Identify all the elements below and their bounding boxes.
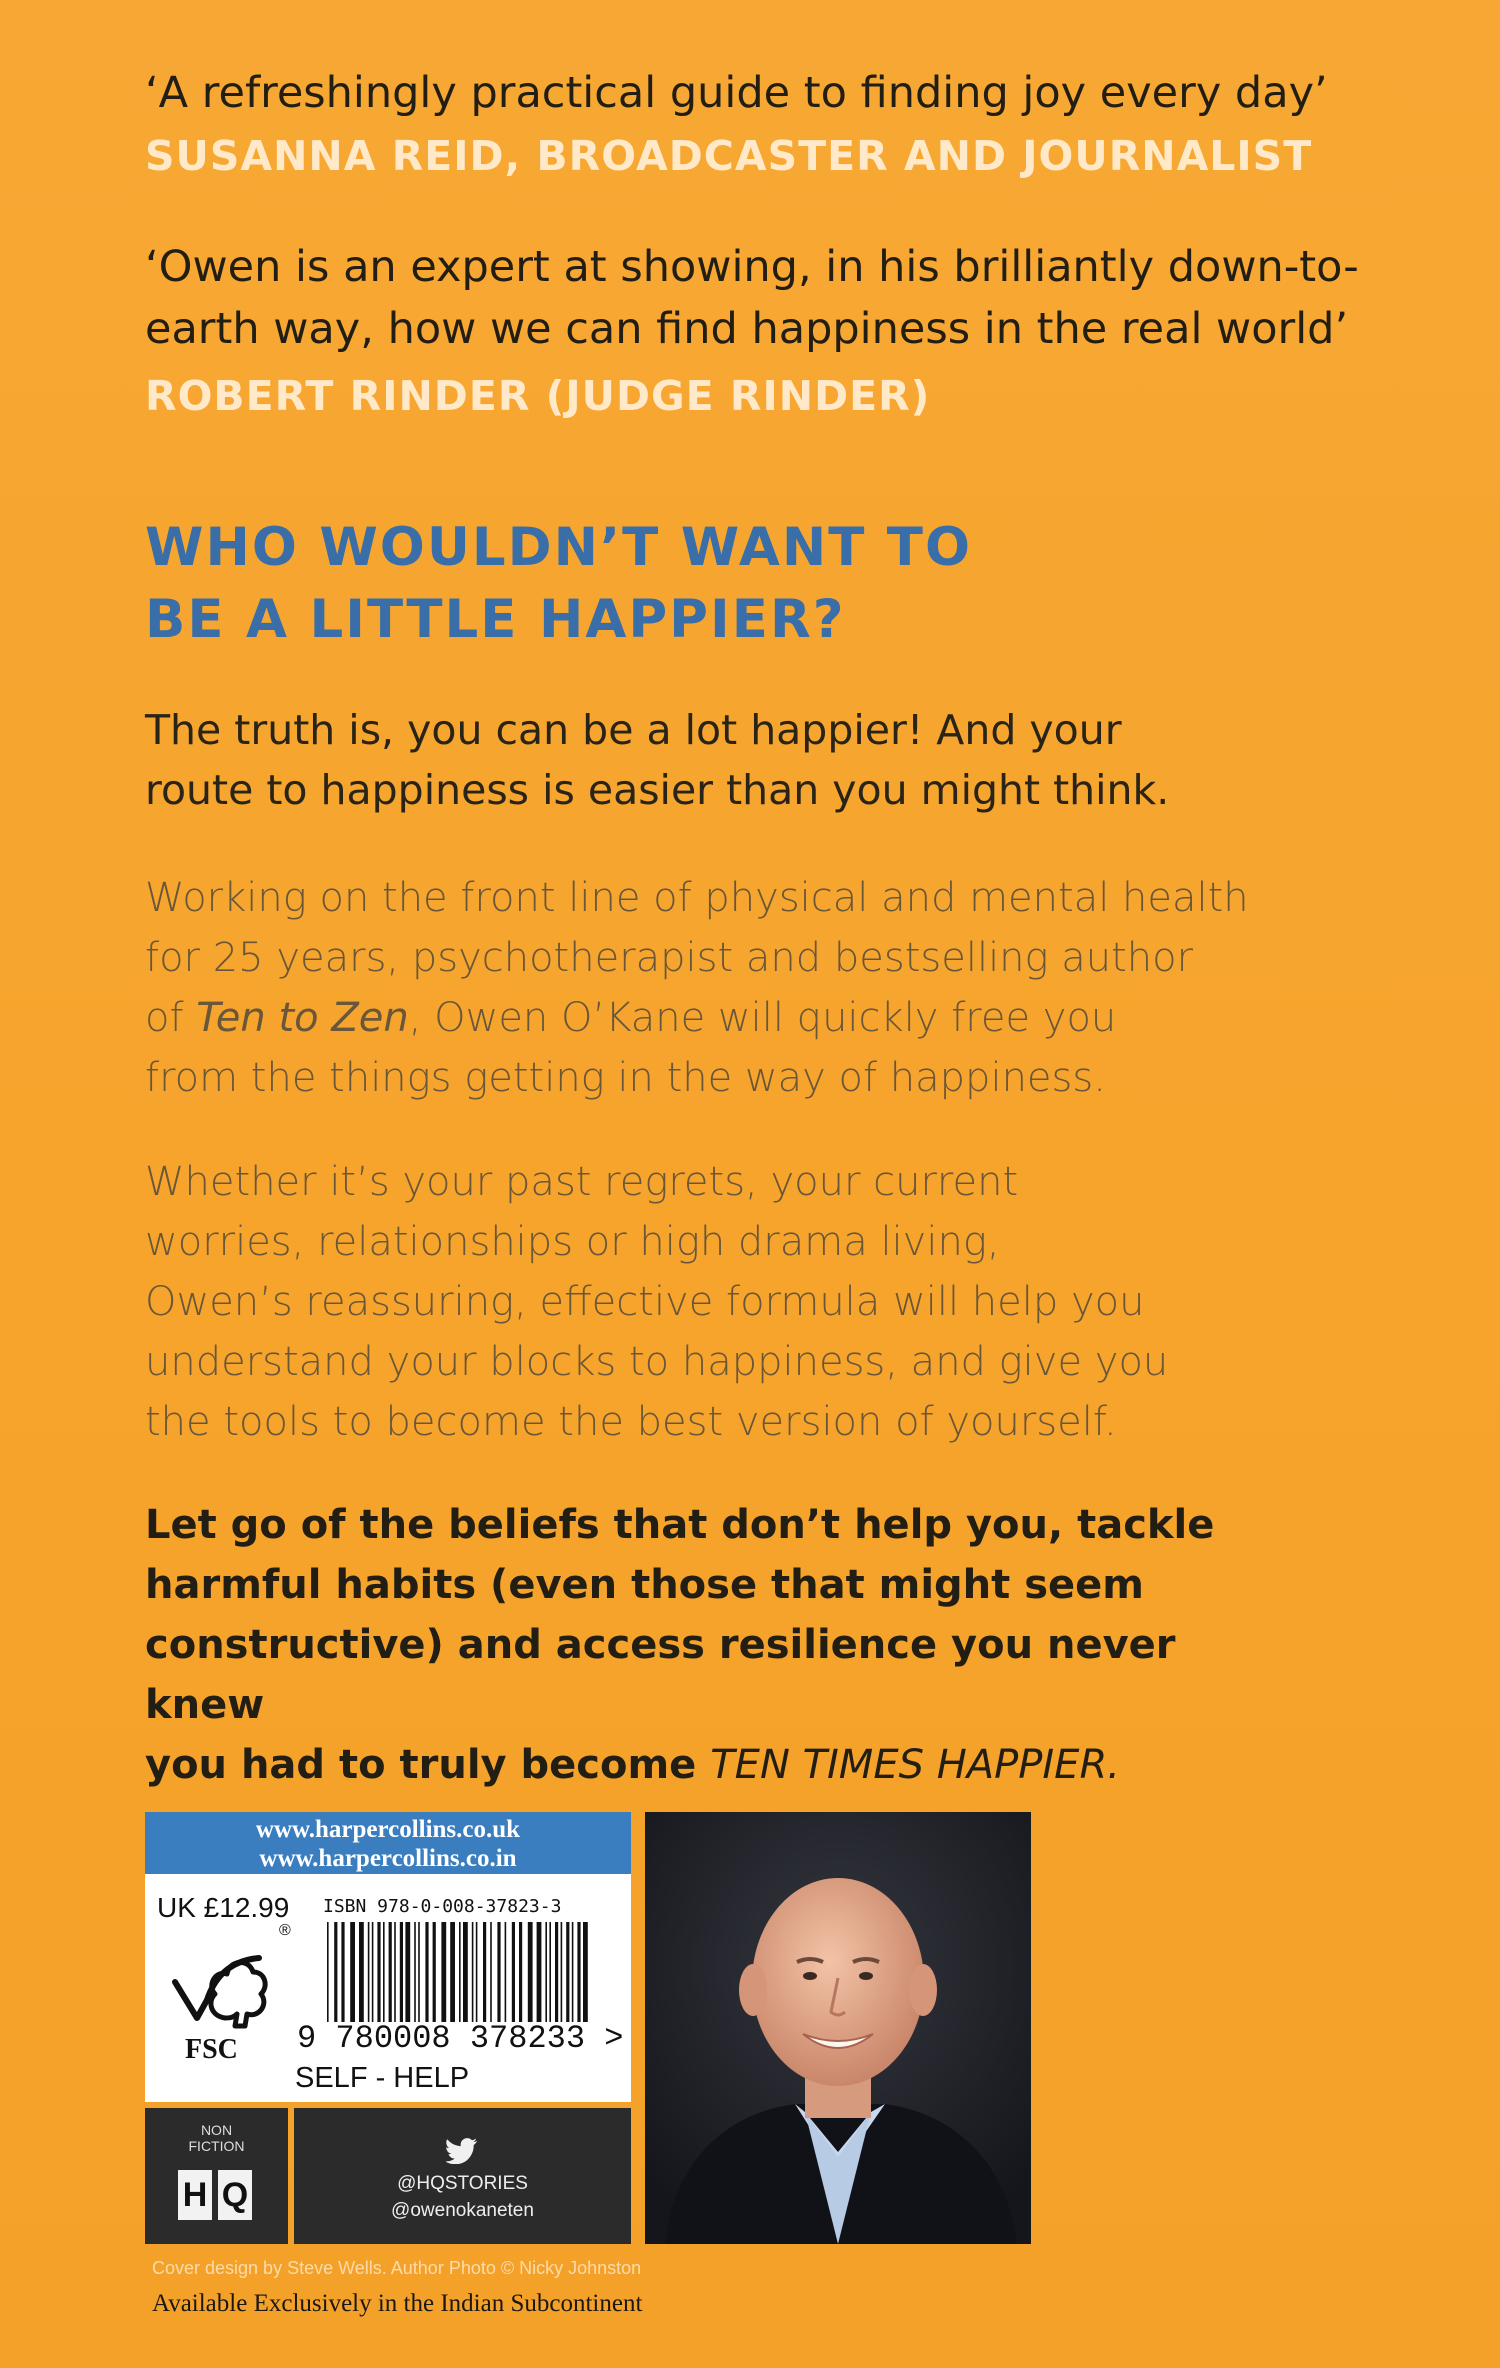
url-uk: www.harpercollins.co.uk bbox=[255, 1816, 521, 1843]
barcode-bar bbox=[383, 1922, 385, 2022]
barcode-bar bbox=[483, 1922, 486, 2022]
quote-1-attribution: SUSANNA REID, BROADCASTER AND JOURNALIST bbox=[145, 132, 1313, 180]
nonfiction-label bbox=[145, 2122, 288, 2154]
nonfiction-line-1: NON bbox=[200, 2122, 233, 2138]
paragraph-1-line-3 bbox=[145, 988, 1325, 1048]
hq-letter-q: Q bbox=[218, 2170, 252, 2220]
closing-paragraph bbox=[145, 1495, 1245, 1795]
paragraph-1-line-2: for 25 years, psychotherapist and bestselling author bbox=[145, 935, 1194, 981]
author-handle: @owenokaneten bbox=[391, 2200, 534, 2221]
closing-line-4 bbox=[145, 1735, 1245, 1795]
url-in: www.harpercollins.co.in bbox=[259, 1845, 517, 1872]
body-paragraph-1 bbox=[145, 868, 1325, 1108]
lead-line-1: The truth is, you can be a lot happier! And your bbox=[145, 706, 1122, 754]
paragraph-2-line-4: understand your blocks to happiness, and give you bbox=[145, 1339, 1169, 1385]
availability-note: Available Exclusively in the Indian Subcontinent bbox=[152, 2290, 643, 2317]
paragraph-1-line-3-post: , Owen O’Kane will quickly free you bbox=[408, 995, 1117, 1041]
barcode-bar bbox=[497, 1922, 500, 2022]
barcode-bar bbox=[545, 1922, 547, 2022]
fsc-label: FSC bbox=[185, 2034, 238, 2065]
barcode-bar bbox=[566, 1922, 569, 2022]
paragraph-1-line-3-pre: of bbox=[145, 995, 197, 1041]
closing-line-3: constructive) and access resilience you never knew bbox=[145, 1622, 1176, 1728]
barcode-bar bbox=[377, 1922, 380, 2022]
fsc-registered-mark: ® bbox=[279, 1922, 291, 1939]
quote-1 bbox=[145, 62, 1385, 124]
barcode-bar bbox=[341, 1922, 344, 2022]
quote-1-line-1: ‘A refreshingly practical guide to finding joy every day’ bbox=[145, 68, 1328, 118]
barcode-number: 9 780008 378233 > bbox=[297, 2020, 624, 2057]
headline-line-2: BE A LITTLE HAPPIER? bbox=[145, 589, 846, 650]
paragraph-1-line-1: Working on the front line of physical and mental health bbox=[145, 875, 1249, 921]
headline-line-1: WHO WOULDN’T WANT TO bbox=[145, 517, 973, 578]
barcode-bar bbox=[476, 1922, 478, 2022]
body-paragraph-2 bbox=[145, 1152, 1325, 1452]
barcode-bar bbox=[414, 1922, 416, 2022]
barcode-bar bbox=[418, 1922, 420, 2022]
barcode-bar bbox=[389, 1922, 392, 2022]
headline bbox=[145, 512, 1145, 656]
barcode-bar bbox=[368, 1922, 370, 2022]
barcode-bar bbox=[327, 1922, 329, 2022]
barcode-bar bbox=[405, 1922, 410, 2022]
barcode-bar bbox=[334, 1922, 337, 2022]
barcode-bar bbox=[450, 1922, 455, 2022]
barcode-bar bbox=[463, 1922, 468, 2022]
paragraph-2-line-5: the tools to become the best version of yourself. bbox=[145, 1399, 1117, 1445]
barcode-bar bbox=[519, 1922, 522, 2022]
hq-letters bbox=[178, 2170, 254, 2220]
barcode-bar bbox=[555, 1922, 558, 2022]
quote-2 bbox=[145, 236, 1385, 360]
barcode-bar bbox=[537, 1922, 542, 2022]
barcode-bar bbox=[459, 1922, 461, 2022]
twitter-bird-icon bbox=[446, 2138, 478, 2164]
barcode-bar bbox=[425, 1922, 428, 2022]
category-label: SELF - HELP bbox=[295, 2062, 470, 2094]
barcode-bar bbox=[359, 1922, 364, 2022]
book-title-ten-times-happier: TEN TIMES HAPPIER. bbox=[710, 1742, 1120, 1788]
paragraph-2-line-2: worries, relationships or high drama living, bbox=[145, 1219, 1000, 1265]
paragraph-2-line-3: Owen’s reassuring, effective formula will help you bbox=[145, 1279, 1145, 1325]
barcode-bar bbox=[441, 1922, 446, 2022]
hqstories-handle: @HQSTORIES bbox=[397, 2173, 528, 2194]
author-photo bbox=[645, 1812, 1031, 2244]
closing-line-2: harmful habits (even those that might seem bbox=[145, 1562, 1144, 1608]
barcode-bar bbox=[433, 1922, 436, 2022]
barcode-bar bbox=[561, 1922, 563, 2022]
price-label: UK £12.99 bbox=[157, 1892, 290, 1923]
closing-line-4-pre: you had to truly become bbox=[145, 1742, 711, 1788]
hq-publisher-logo bbox=[145, 2108, 288, 2244]
url-strip bbox=[145, 1812, 631, 1874]
nonfiction-line-2: FICTION bbox=[188, 2138, 245, 2154]
barcode-bar bbox=[394, 1922, 396, 2022]
barcode-bar bbox=[372, 1922, 374, 2022]
barcode-bar bbox=[549, 1922, 551, 2022]
barcode-bar bbox=[572, 1922, 574, 2022]
isbn-label: ISBN 978-0-008-37823-3 bbox=[323, 1896, 562, 1917]
barcode-bar bbox=[350, 1922, 355, 2022]
quote-2-line-1: ‘Owen is an expert at showing, in his brilliantly down-to- bbox=[145, 242, 1359, 292]
paragraph-1-line-4: from the things getting in the way of happiness. bbox=[145, 1055, 1106, 1101]
quote-2-line-2: earth way, how we can find happiness in the real world’ bbox=[145, 304, 1349, 354]
cover-credits: Cover design by Steve Wells. Author Photo © Nicky Johnston bbox=[152, 2258, 642, 2278]
barcode-bar bbox=[512, 1922, 515, 2022]
barcode-bar bbox=[583, 1922, 588, 2022]
barcode-bar bbox=[400, 1922, 403, 2022]
barcode bbox=[323, 1922, 593, 2022]
lead-line-2: route to happiness is easier than you might think. bbox=[145, 766, 1170, 814]
barcode-bar bbox=[505, 1922, 507, 2022]
book-title-ten-to-zen: Ten to Zen bbox=[196, 995, 409, 1041]
barcode-bar bbox=[490, 1922, 492, 2022]
quote-2-attribution: ROBERT RINDER (JUDGE RINDER) bbox=[145, 372, 931, 420]
barcode-bar bbox=[472, 1922, 474, 2022]
hq-letter-h: H bbox=[178, 2170, 212, 2220]
barcode-panel bbox=[145, 1812, 631, 2102]
lead-paragraph bbox=[145, 700, 1205, 820]
social-handles bbox=[294, 2108, 631, 2244]
fsc-tree-check-icon bbox=[167, 1930, 287, 2042]
closing-line-1: Let go of the beliefs that don’t help you, tackle bbox=[145, 1502, 1215, 1548]
barcode-bar bbox=[528, 1922, 533, 2022]
paragraph-2-line-1: Whether it’s your past regrets, your current bbox=[145, 1159, 1019, 1205]
barcode-bar bbox=[577, 1922, 580, 2022]
